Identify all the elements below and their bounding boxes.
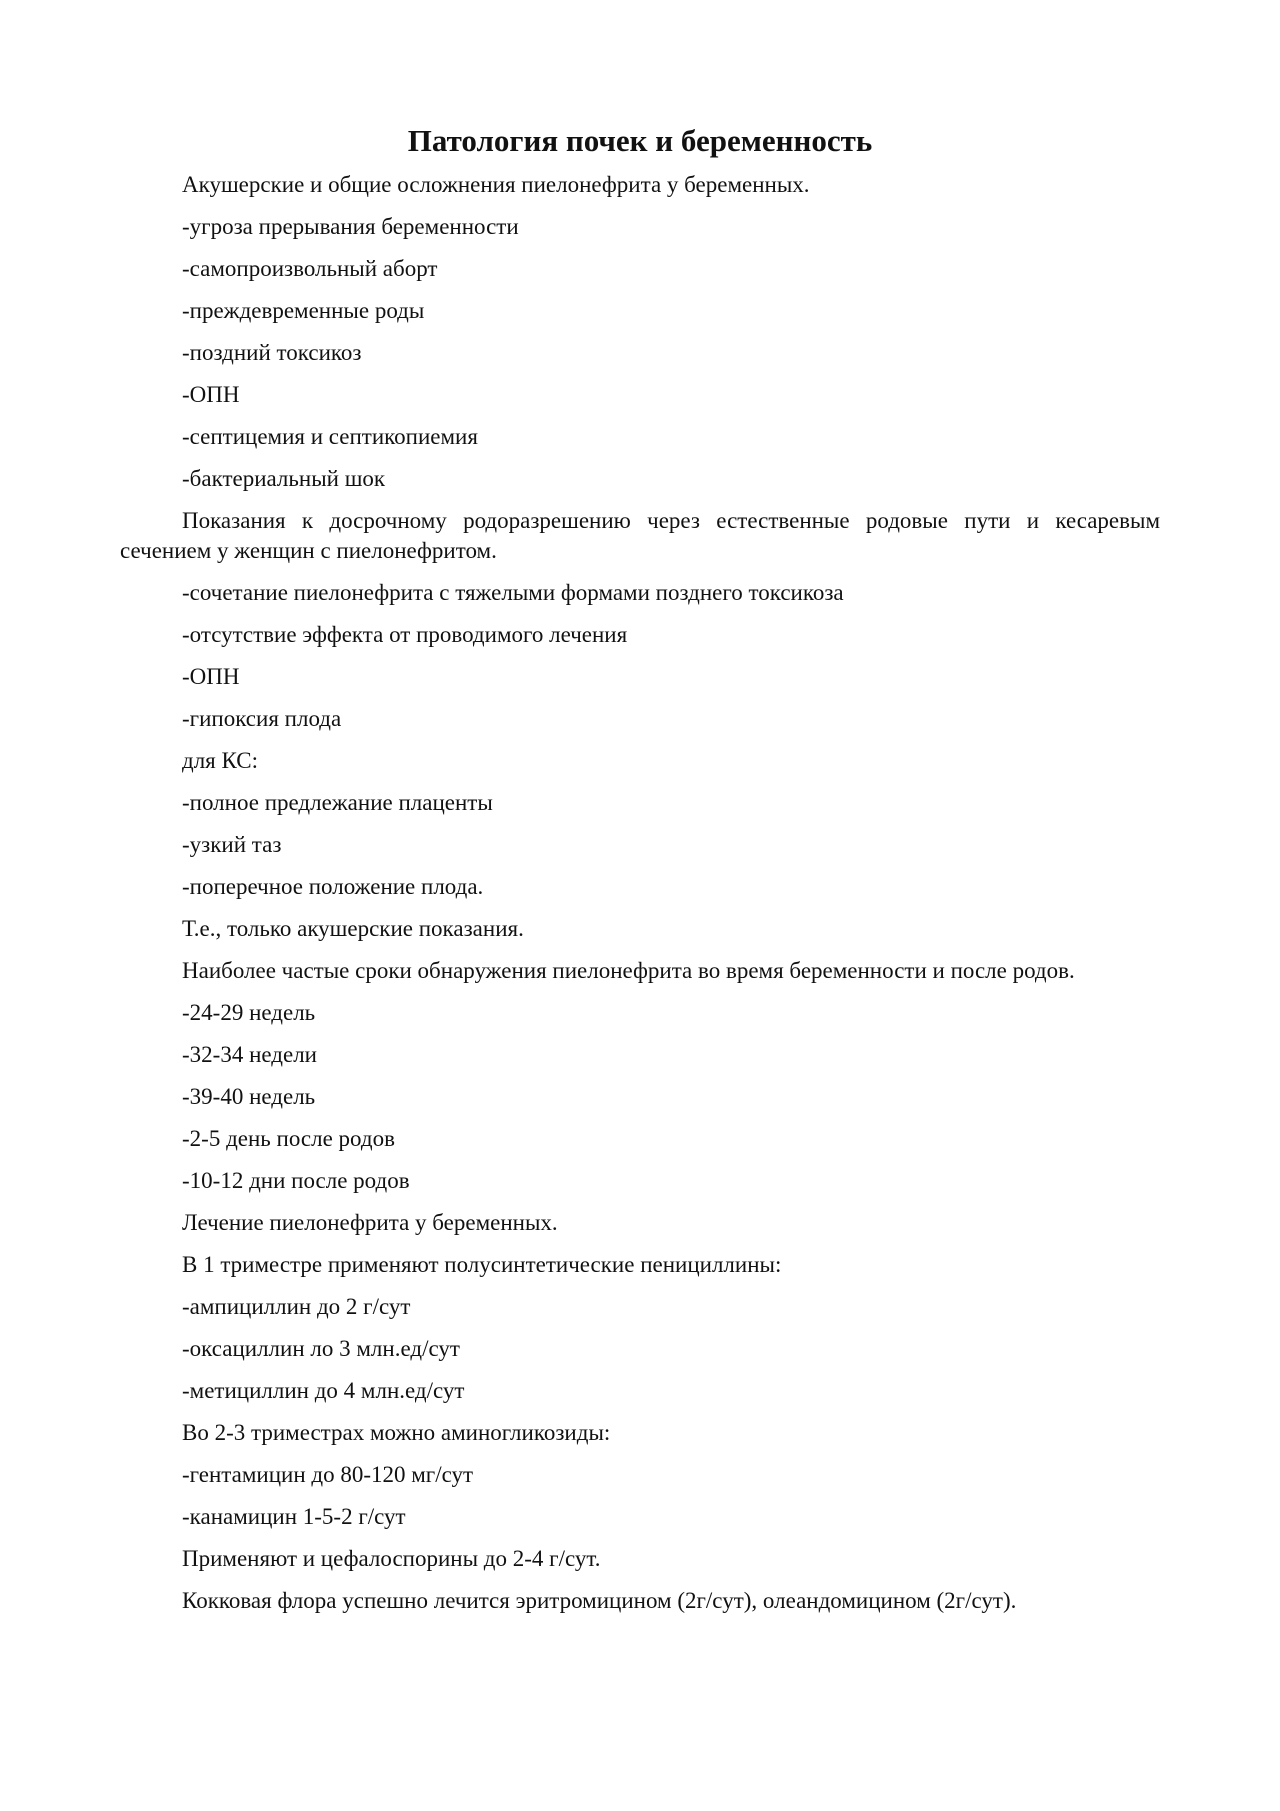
list-item: -бактериальный шок: [182, 466, 386, 491]
list-item: -10-12 дни после родов: [182, 1168, 410, 1193]
paragraph: Показания к досрочному родоразрешению через естественные родовые пути и кесаревым сечением у женщин с пиелонефритом.: [120, 508, 1160, 563]
list-item: -самопроизвольный аборт: [182, 256, 438, 281]
paragraph: Наиболее частые сроки обнаружения пиелонефрита во время беременности и после родов.: [182, 958, 1075, 983]
page-title: Патология почек и беременность: [407, 123, 873, 158]
document-page: [120, 118, 1160, 1616]
list-item: -ОПН: [182, 664, 240, 689]
list-item: -септицемия и септикопиемия: [182, 424, 478, 449]
list-item: -канамицин 1-5-2 г/сут: [182, 1504, 406, 1529]
paragraph: Во 2-3 триместрах можно аминогликозиды:: [182, 1420, 611, 1445]
list-item: -2-5 день после родов: [182, 1126, 395, 1151]
paragraph: для КС:: [182, 748, 259, 773]
list-item: -отсутствие эффекта от проводимого лечения: [182, 622, 628, 647]
list-item: -поперечное положение плода.: [182, 874, 484, 899]
list-item: -узкий таз: [182, 832, 282, 857]
list-item: -ампициллин до 2 г/сут: [182, 1294, 411, 1319]
list-item: -гентамицин до 80-120 мг/сут: [182, 1462, 474, 1487]
paragraph: Применяют и цефалоспорины до 2-4 г/сут.: [182, 1546, 601, 1571]
list-item: -гипоксия плода: [182, 706, 342, 731]
list-item: -метициллин до 4 млн.ед/сут: [182, 1378, 465, 1403]
paragraph: Т.е., только акушерские показания.: [182, 916, 524, 941]
list-item: -поздний токсикоз: [182, 340, 362, 365]
paragraph: Акушерские и общие осложнения пиелонефрита у беременных.: [182, 172, 810, 197]
list-item: -32-34 недели: [182, 1042, 317, 1067]
list-item: -преждевременные роды: [182, 298, 425, 323]
paragraph: В 1 триместре применяют полусинтетические пенициллины:: [182, 1252, 782, 1277]
list-item: -оксациллин ло 3 млн.ед/сут: [182, 1336, 460, 1361]
list-item: -39-40 недель: [182, 1084, 316, 1109]
list-item: -сочетание пиелонефрита с тяжелыми формами позднего токсикоза: [182, 580, 844, 605]
list-item: -24-29 недель: [182, 1000, 316, 1025]
paragraph: Лечение пиелонефрита у беременных.: [182, 1210, 558, 1235]
list-item: -ОПН: [182, 382, 240, 407]
list-item: -угроза прерывания беременности: [182, 214, 519, 239]
paragraph: Кокковая флора успешно лечится эритромицином (2г/сут), олеандомицином (2г/сут).: [182, 1588, 1017, 1613]
list-item: -полное предлежание плаценты: [182, 790, 493, 815]
